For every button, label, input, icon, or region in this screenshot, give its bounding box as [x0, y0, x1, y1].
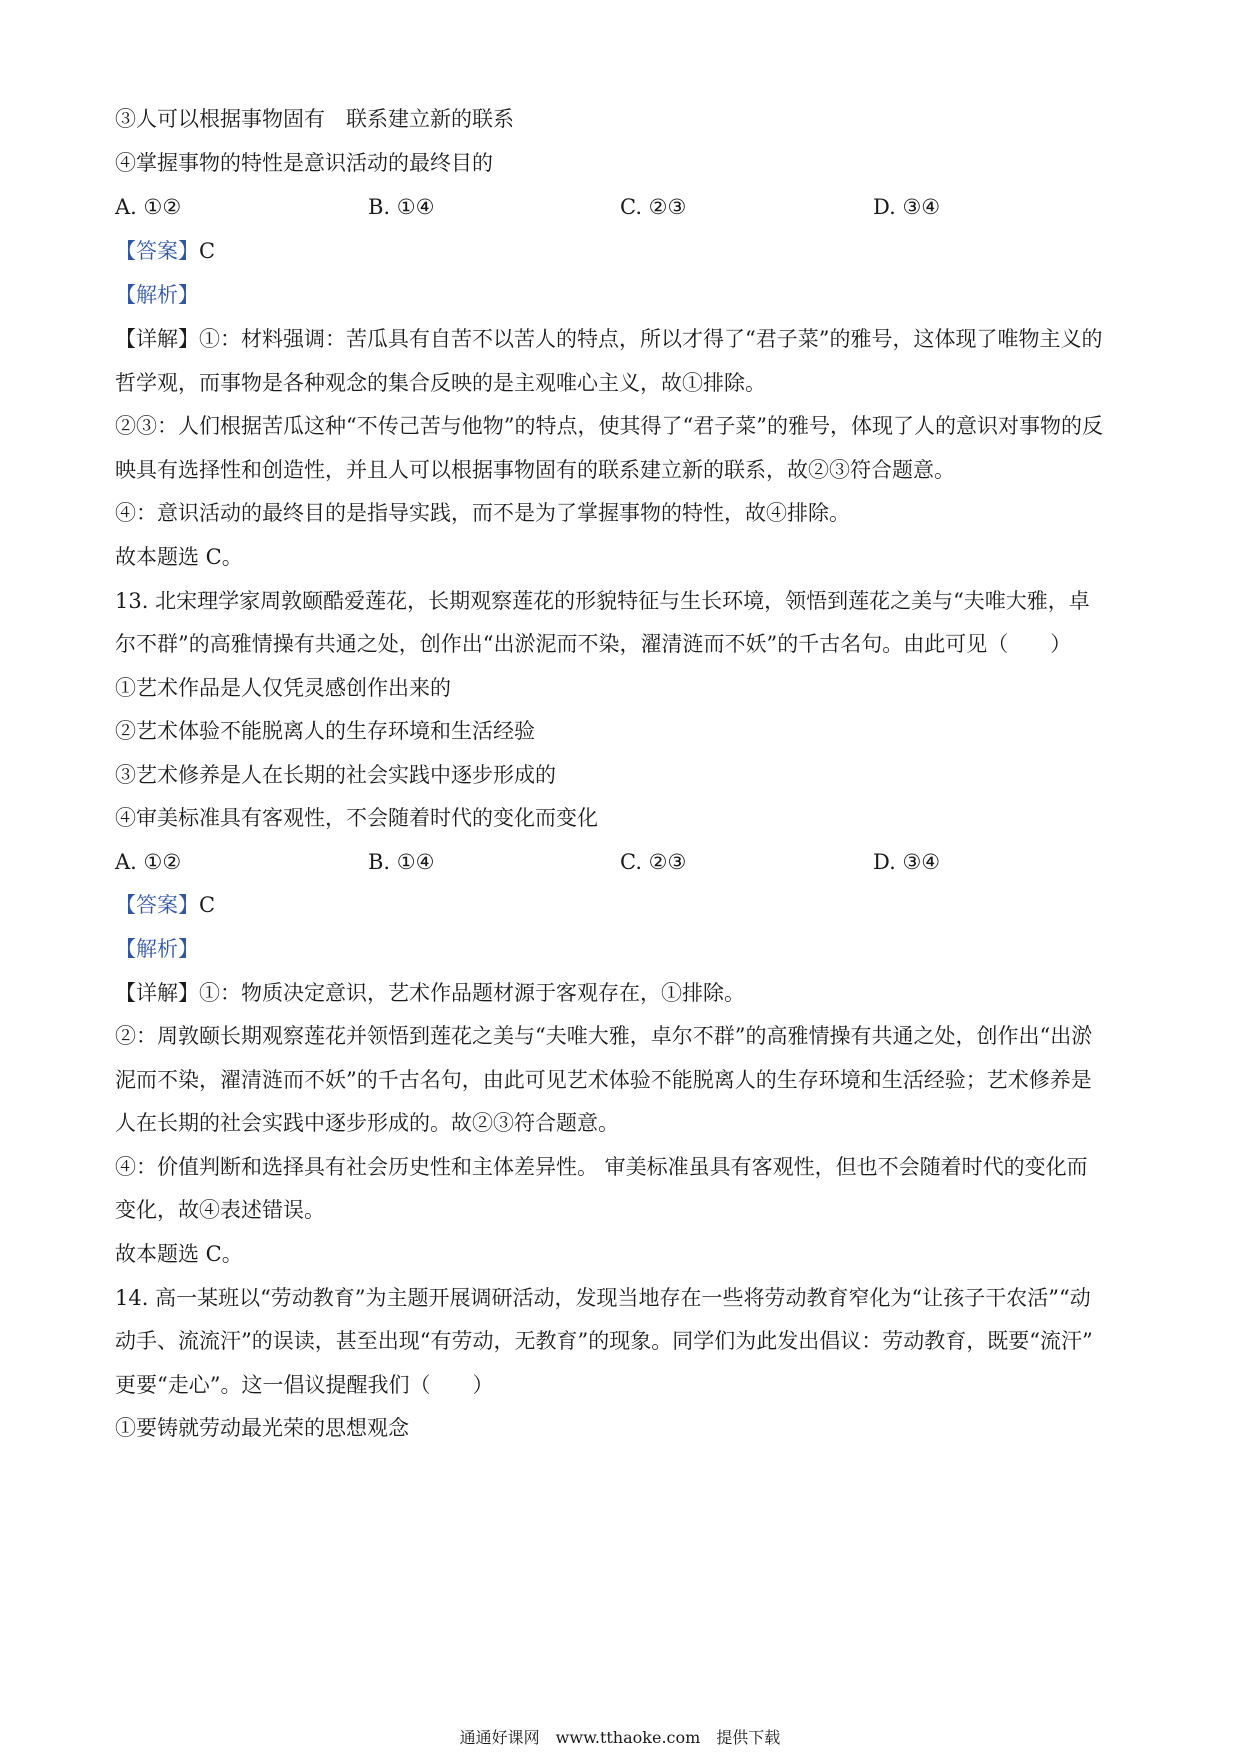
q12-item-3: ③人可以根据事物固有 联系建立新的联系 — [115, 107, 514, 131]
q13-detail-line: 变化，故④表述错误。 — [115, 1198, 325, 1222]
q12-conclusion: 故本题选 C。 — [115, 545, 243, 569]
detail-tag: 【详解】 — [115, 327, 199, 351]
q13-detail-line: 人在长期的社会实践中逐步形成的。故②③符合题意。 — [115, 1111, 619, 1135]
q14-stem-line: 14. 高一某班以“劳动教育”为主题开展调研活动，发现当地存在一些将劳动教育窄化为“让孩子干农活”“动 — [115, 1286, 1091, 1310]
q13-stem-line: 尔不群”的高雅情操有共通之处，创作出“出淤泥而不染，濯清涟而不妖”的千古名句。由此可见（ ） — [115, 632, 1072, 656]
q12-option-d: D. ③④ — [873, 195, 941, 219]
q13-option-d: D. ③④ — [873, 850, 941, 874]
answer-value: C — [199, 893, 216, 917]
q13-stem-line: 13. 北宋理学家周敦颐酷爱莲花，长期观察莲花的形貌特征与生长环境，领悟到莲花之美与“夫唯大雅，卓 — [115, 589, 1090, 613]
q13-detail-line: ②：周敦颐长期观察莲花并领悟到莲花之美与“夫唯大雅，卓尔不群”的高雅情操有共通之处，创作出“出淤 — [115, 1024, 1093, 1048]
q13-detail-line: 泥而不染，濯清涟而不妖”的千古名句，由此可见艺术体验不能脱离人的生存环境和生活经验；艺术修养是 — [115, 1068, 1092, 1092]
q12-item-4: ④掌握事物的特性是意识活动的最终目的 — [115, 151, 493, 175]
q13-option-b: B. ①④ — [368, 850, 435, 874]
page-footer: 通通好课网 www.tthaoke.com 提供下载 — [459, 1728, 781, 1747]
q14-stem-line: 更要“走心”。这一倡议提醒我们（ ） — [115, 1373, 494, 1397]
q12-analysis-tag — [115, 280, 1135, 310]
q13-detail-line — [115, 978, 1135, 1008]
q12-detail-line: 哲学观，而事物是各种观念的集合反映的是主观唯心主义，故①排除。 — [115, 371, 766, 395]
q12-option-c: C. ②③ — [620, 195, 687, 219]
q13-item-4: ④审美标准具有客观性，不会随着时代的变化而变化 — [115, 806, 598, 830]
detail-tag: 【详解】 — [115, 981, 199, 1005]
q13-analysis-tag — [115, 934, 1135, 964]
q14-stem-line: 动手、流流汗”的误读，甚至出现“有劳动，无教育”的现象。同学们为此发出倡议：劳动教育，既要“流汗” — [115, 1329, 1093, 1353]
q12-answer — [115, 236, 1135, 266]
q13-item-3: ③艺术修养是人在长期的社会实践中逐步形成的 — [115, 763, 556, 787]
q12-detail-line: ②③：人们根据苦瓜这种“不传己苦与他物”的特点，使其得了“君子菜”的雅号，体现了人的意识对事物的反 — [115, 414, 1103, 438]
q12-detail-line: 映具有选择性和创造性，并且人可以根据事物固有的联系建立新的联系，故②③符合题意。 — [115, 458, 955, 482]
detail-text: ①：物质决定意识，艺术作品题材源于客观存在，①排除。 — [199, 981, 745, 1005]
q13-item-2: ②艺术体验不能脱离人的生存环境和生活经验 — [115, 719, 535, 743]
q13-answer — [115, 890, 1135, 920]
q13-option-a: A. ①② — [115, 850, 182, 874]
q12-option-b: B. ①④ — [368, 195, 435, 219]
answer-tag: 【答案】 — [115, 239, 199, 263]
q13-option-c: C. ②③ — [620, 850, 687, 874]
detail-text: ①：材料强调：苦瓜具有自苦不以苦人的特点，所以才得了“君子菜”的雅号，这体现了唯物主义的 — [199, 327, 1103, 351]
answer-value: C — [199, 239, 216, 263]
analysis-tag: 【解析】 — [115, 283, 199, 307]
q13-conclusion: 故本题选 C。 — [115, 1242, 243, 1266]
q12-detail-line — [115, 324, 1135, 354]
q14-item-1: ①要铸就劳动最光荣的思想观念 — [115, 1416, 409, 1440]
answer-tag: 【答案】 — [115, 893, 199, 917]
q13-item-1: ①艺术作品是人仅凭灵感创作出来的 — [115, 676, 451, 700]
q13-detail-line: ④：价值判断和选择具有社会历史性和主体差异性。 审美标准虽具有客观性，但也不会随着时代的变化而 — [115, 1155, 1088, 1179]
q12-option-a: A. ①② — [115, 195, 182, 219]
analysis-tag: 【解析】 — [115, 937, 199, 961]
q12-detail-line: ④：意识活动的最终目的是指导实践，而不是为了掌握事物的特性，故④排除。 — [115, 501, 850, 525]
